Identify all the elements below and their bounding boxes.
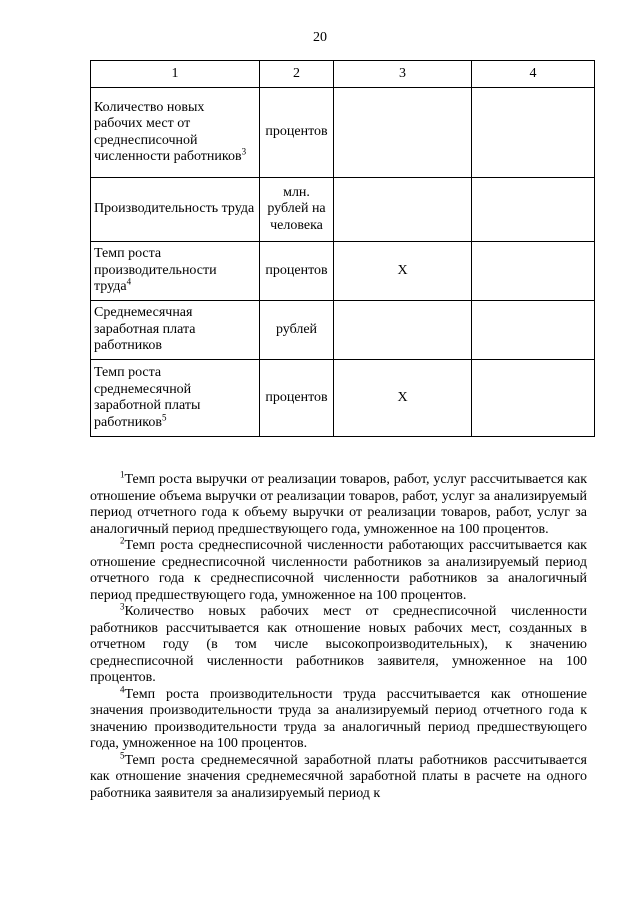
table-row xyxy=(91,88,595,178)
value-cell-3: Х xyxy=(334,242,472,301)
header-col-4: 4 xyxy=(472,61,595,88)
footnote-number: 3 xyxy=(120,601,125,612)
footnote-4 xyxy=(90,683,587,753)
footnote-3 xyxy=(90,601,587,687)
indicator-name-cell xyxy=(91,360,260,437)
indicator-name-cell xyxy=(91,301,260,360)
value-cell-3 xyxy=(334,301,472,360)
indicator-name-cell xyxy=(91,242,260,301)
unit-cell: млн. рублей на человека xyxy=(260,178,334,242)
footnote-number: 2 xyxy=(120,535,125,546)
value-cell-4 xyxy=(472,88,595,178)
footnotes xyxy=(90,469,587,802)
unit-cell: рублей xyxy=(260,301,334,360)
table-header-row xyxy=(91,61,595,88)
footnote-text: Темп роста выручки от реализации товаров, работ, услуг рассчитывается как отношение объема выручки от реализации товаров, работ, услуг за анализируемый период отчетного года к объему выручки от реализации товаров, работ, услуг за аналогичный период предшествующего года, умноженное на 100 процентов. xyxy=(90,472,587,537)
footnote-ref: 4 xyxy=(126,276,132,287)
indicator-name: Темп роста среднемесячной заработной платы работников xyxy=(94,365,201,430)
footnote-text: Темп роста среднесписочной численности работающих рассчитывается как отношение среднесписочной численности работников за анализируемый период отчетного года к среднесписочной численности работников за аналогичный период предшествующего года, умноженное на 100 процентов. xyxy=(90,538,587,603)
value-cell-3 xyxy=(334,178,472,242)
footnote-ref: 5 xyxy=(161,411,167,422)
footnote-2 xyxy=(90,535,587,604)
table-row xyxy=(91,360,595,437)
unit-cell: процентов xyxy=(260,360,334,437)
footnote-text: Темп роста производительности труда рассчитывается как отношение значения производительности труда за анализируемый период отчетного года к значению производительности труда за аналогичный период предшествующего года, умноженное на 100 процентов. xyxy=(90,686,587,751)
table-row xyxy=(91,301,595,360)
footnote-text: Количество новых рабочих мест от среднесписочной численности работников рассчитывается как отношение новых рабочих мест, созданных в отчетном году (в том числе высокопроизводительных), к значению среднесписочной численности работников заявителя, умноженное на 100 процентов. xyxy=(90,604,587,685)
indicator-name: Темп роста производительности труда xyxy=(94,246,217,295)
value-cell-4 xyxy=(472,301,595,360)
header-col-2: 2 xyxy=(260,61,334,88)
value-cell-4 xyxy=(472,360,595,437)
table-row xyxy=(91,242,595,301)
indicator-name-cell xyxy=(91,178,260,242)
value-cell-4 xyxy=(472,178,595,242)
indicator-name: Количество новых рабочих мест от среднесписочной численности работников xyxy=(94,99,242,164)
footnote-1 xyxy=(90,469,587,538)
value-cell-3 xyxy=(334,88,472,178)
unit-cell: процентов xyxy=(260,88,334,178)
indicators-table xyxy=(90,60,595,437)
indicator-name: Производительность труда xyxy=(94,201,255,217)
footnote-5 xyxy=(90,749,587,803)
footnote-number: 5 xyxy=(120,749,125,760)
value-cell-4 xyxy=(472,242,595,301)
header-col-3: 3 xyxy=(334,61,472,88)
footnote-number: 4 xyxy=(120,683,125,694)
footnote-ref: 3 xyxy=(241,146,247,157)
page-number: 20 xyxy=(313,30,327,45)
unit-cell: процентов xyxy=(260,242,334,301)
indicator-name-cell xyxy=(91,88,260,178)
table-row xyxy=(91,178,595,242)
footnote-number: 1 xyxy=(120,469,125,480)
indicator-name: Среднемесячная заработная плата работников xyxy=(94,305,196,354)
footnote-text: Темп роста среднемесячной заработной платы работников рассчитывается как отношение значения среднемесячной заработной платы в расчете на одного работника заявителя за анализируемый период к xyxy=(90,752,587,801)
header-col-1: 1 xyxy=(91,61,260,88)
value-cell-3: Х xyxy=(334,360,472,437)
